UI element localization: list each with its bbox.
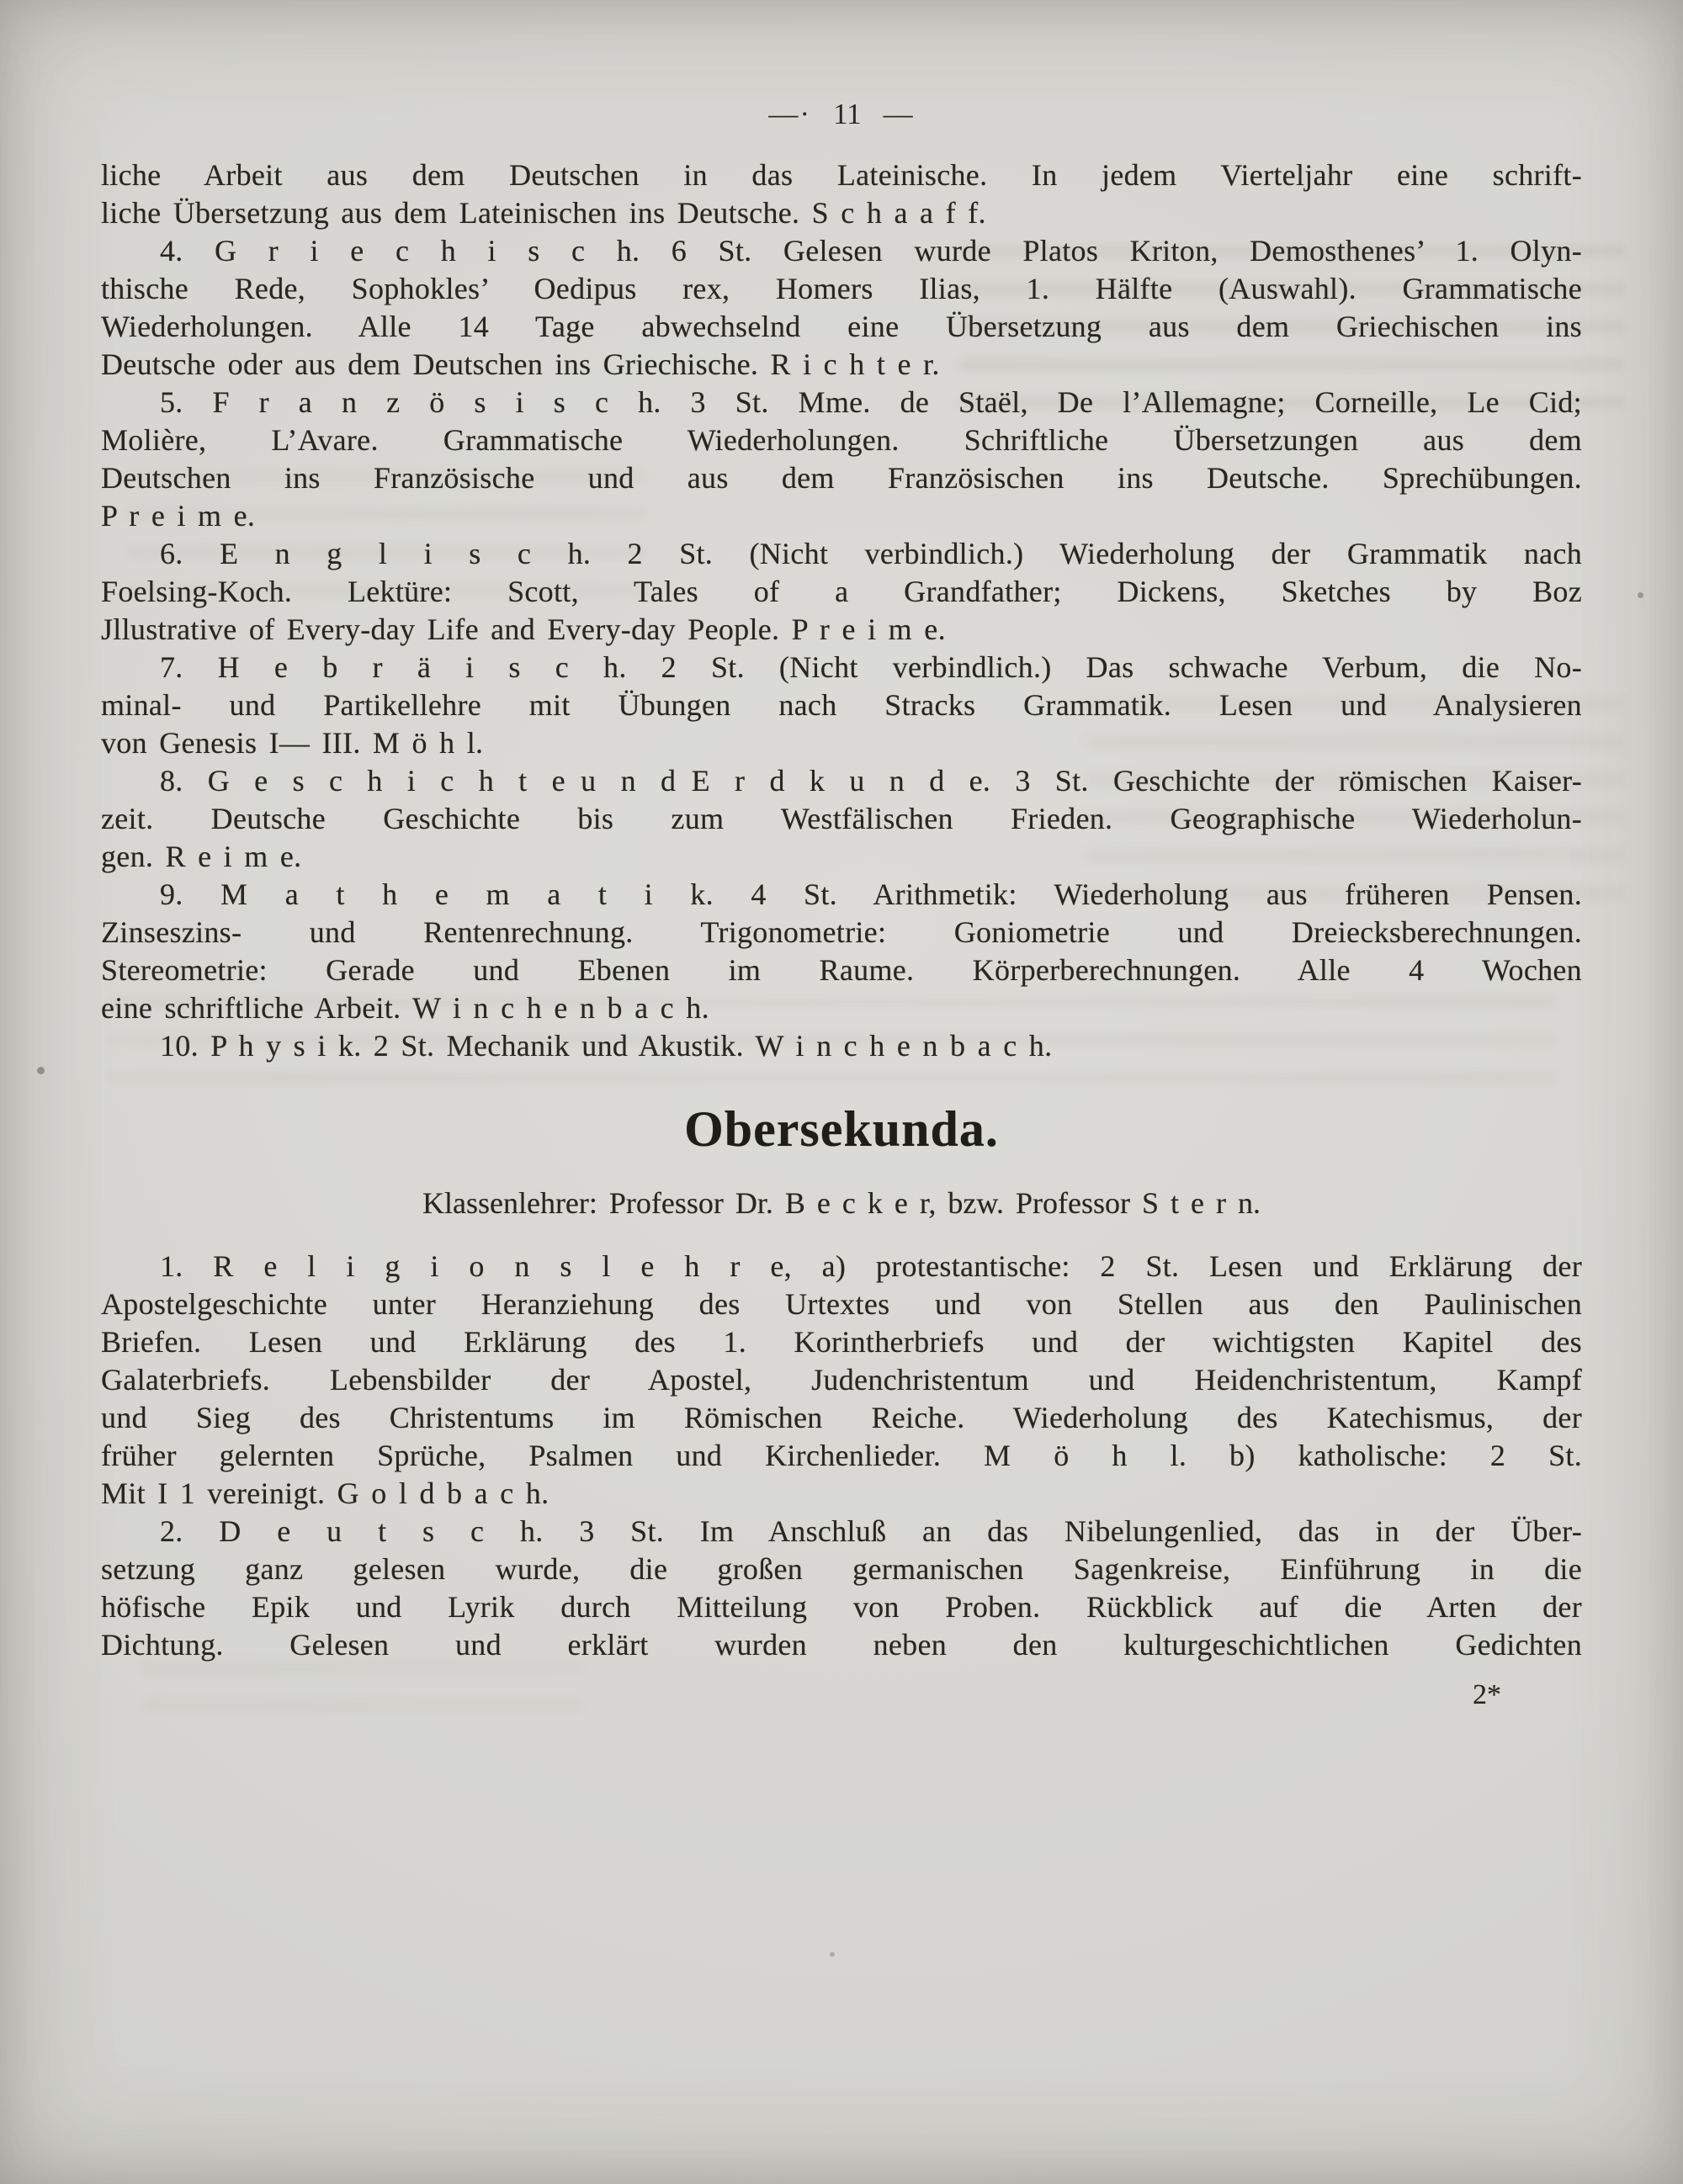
paragraph [101,1248,1582,1513]
text-line: Dichtung. Gelesen und erklärt wurden neben den kulturgeschichtlichen Gedichten [101,1628,1582,1662]
text-line: Briefen. Lesen und Erklärung des 1. Korintherbriefs und der wichtigsten Kapitel des [101,1325,1582,1359]
scan-speck [37,1067,45,1074]
text-line: Mit I 1 vereinigt. G o l d b a c h. [101,1476,549,1510]
text-line: Deutschen ins Französische und aus dem Französischen ins Deutsche. Sprechübungen. [101,461,1582,495]
text-line: früher gelernten Sprüche, Psalmen und Kirchenlieder. M ö h l. b) katholische: 2 St. [101,1439,1582,1472]
section-subheading: Klassenlehrer: Professor Dr. B e c k e r, bzw. Professor S t e r n. [422,1186,1261,1220]
paragraph [101,156,1582,232]
text-line: höfische Epik und Lyrik durch Mitteilung von Proben. Rückblick auf die Arten der [101,1590,1582,1624]
text-line: Deutsche oder aus dem Deutschen ins Griechische. R i c h t e r. [101,347,940,381]
paragraph [101,649,1582,762]
section-heading-obersekunda: Obersekunda. [684,1101,999,1157]
text-line: zeit. Deutsche Geschichte bis zum Westfälischen Frieden. Geographische Wiederholun- [101,802,1582,835]
text-line: Apostelgeschichte unter Heranziehung des Urtextes und von Stellen aus den Paulinischen [101,1287,1582,1321]
signature-mark: 2* [1473,1679,1501,1710]
text-line: Wiederholungen. Alle 14 Tage abwechselnd eine Übersetzung aus dem Griechischen ins [101,310,1582,343]
text-line: von Genesis I— III. M ö h l. [101,726,484,760]
text-line: Foelsing-Koch. Lektüre: Scott, Tales of a Grandfather; Dickens, Sketches by Boz [101,575,1582,608]
paragraph [101,762,1582,876]
text-line: liche Arbeit aus dem Deutschen in das Lateinische. In jedem Vierteljahr eine schrift- [101,158,1582,192]
text-line: Galaterbriefs. Lebensbilder der Apostel, Judenchristentum und Heidenchristentum, Kampf [101,1363,1582,1397]
page-number-right-mark: — [883,98,915,130]
text-line: 9. M a t h e m a t i k. 4 St. Arithmetik: Wiederholung aus früheren Pensen. [160,877,1582,911]
text-line: Jllustrative of Every-day Life and Every-day People. P r e i m e. [101,612,946,646]
scan-speck [830,1952,835,1957]
paragraph [101,384,1582,535]
page-number-left-mark: —· [768,98,811,130]
text-line: Stereometrie: Gerade und Ebenen im Raume. Körperberechnungen. Alle 4 Wochen [101,953,1582,987]
text-line: gen. R e i m e. [101,840,302,873]
text-line: Molière, L’Avare. Grammatische Wiederholungen. Schriftliche Übersetzungen aus dem [101,423,1582,457]
paragraph [101,1027,1582,1065]
text-line: 2. D e u t s c h. 3 St. Im Anschluß an das Nibelungenlied, das in der Über- [160,1514,1582,1548]
text-line: minal- und Partikellehre mit Übungen nach Stracks Grammatik. Lesen und Analysieren [101,688,1582,722]
text-line: P r e i m e. [101,499,256,533]
text-line: 10. P h y s i k. 2 St. Mechanik und Akustik. W i n c h e n b a c h. [160,1029,1053,1063]
text-line: 5. F r a n z ö s i s c h. 3 St. Mme. de Staël, De l’Allemagne; Corneille, Le Cid; [160,385,1582,419]
paragraph [101,876,1582,1027]
text-line: liche Übersetzung aus dem Lateinischen ins Deutsche. S c h a a f f. [101,196,986,230]
text-line: und Sieg des Christentums im Römischen Reiche. Wiederholung des Katechismus, der [101,1401,1582,1434]
text-line: 4. G r i e c h i s c h. 6 St. Gelesen wurde Platos Kriton, Demosthenes’ 1. Olyn- [160,234,1582,268]
text-line: 1. R e l i g i o n s l e h r e, a) protestantische: 2 St. Lesen und Erklärung der [160,1249,1582,1283]
text-line: setzung ganz gelesen wurde, die großen germanischen Sagenkreise, Einführung in die [101,1552,1582,1586]
paragraph [101,232,1582,384]
page-number-value: 11 [832,98,862,130]
text-line: 6. E n g l i s c h. 2 St. (Nicht verbindlich.) Wiederholung der Grammatik nach [160,537,1582,570]
document-text [101,156,1582,1711]
text-line: 7. H e b r ä i s c h. 2 St. (Nicht verbindlich.) Das schwache Verbum, die No- [160,650,1582,684]
text-line: Zinseszins- und Rentenrechnung. Trigonometrie: Goniometrie und Dreiecksberechnungen. [101,915,1582,949]
paragraph [101,1513,1582,1664]
paragraph [101,535,1582,649]
text-line: eine schriftliche Arbeit. W i n c h e n b a c h. [101,991,709,1025]
text-line: 8. G e s c h i c h t e u n d E r d k u n d e. 3 St. Geschichte der römischen Kaiser- [160,764,1582,798]
page-number [0,98,1683,131]
text-line: thische Rede, Sophokles’ Oedipus rex, Homers Ilias, 1. Hälfte (Auswahl). Grammatische [101,272,1582,305]
scan-speck [1638,592,1643,598]
